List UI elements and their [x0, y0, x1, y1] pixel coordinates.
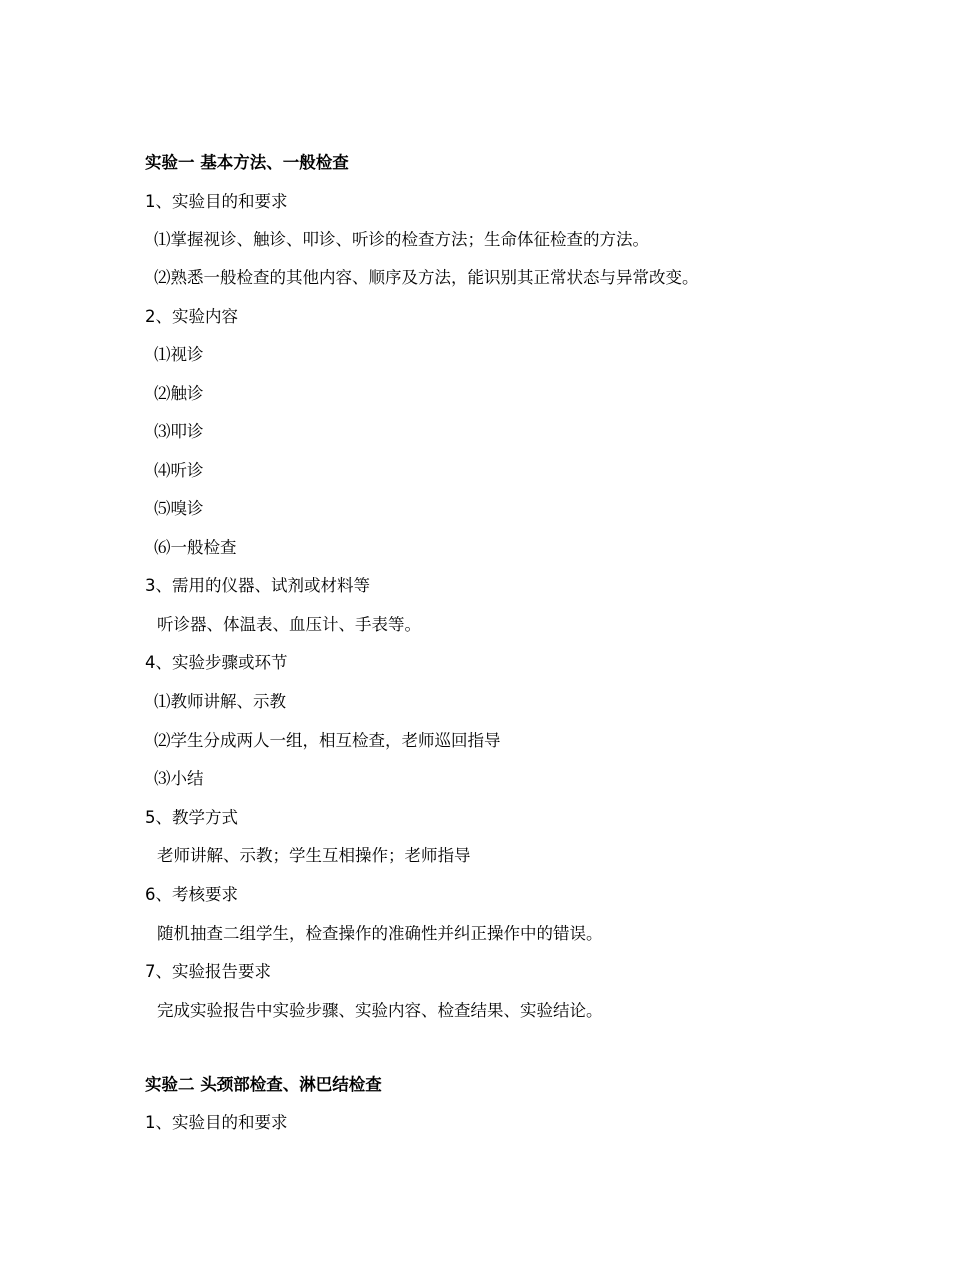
exp1-section-2-item-2: ⑵触诊	[154, 384, 204, 403]
exp1-section-2-item-4: ⑷听诊	[154, 461, 204, 480]
exp1-section-4-item-2: ⑵学生分成两人一组，相互检查，老师巡回指导	[154, 731, 501, 750]
exp1-section-2-item-3: ⑶叩诊	[154, 422, 204, 441]
exp1-section-5-text: 老师讲解、示教；学生互相操作；老师指导	[157, 846, 471, 865]
exp1-section-1-heading: 1、实验目的和要求	[145, 192, 288, 211]
exp1-section-2-item-1: ⑴视诊	[154, 345, 204, 364]
exp2-section-1-heading: 1、实验目的和要求	[145, 1113, 288, 1132]
exp1-section-5-heading: 5、教学方式	[145, 808, 238, 827]
exp1-section-1-item-2: ⑵熟悉一般检查的其他内容、顺序及方法，能识别其正常状态与异常改变。	[154, 268, 699, 287]
exp1-section-7-heading: 7、实验报告要求	[145, 962, 271, 981]
exp1-section-6-heading: 6、考核要求	[145, 885, 238, 904]
exp1-section-4-item-3: ⑶小结	[154, 769, 204, 788]
exp1-section-2-item-5: ⑸嗅诊	[154, 499, 204, 518]
exp1-section-4-item-1: ⑴教师讲解、示教	[154, 692, 286, 711]
exp1-section-2-heading: 2、实验内容	[145, 307, 238, 326]
exp1-section-2-item-6: ⑹一般检查	[154, 538, 237, 557]
exp1-section-1-item-1: ⑴掌握视诊、触诊、叩诊、听诊的检查方法；生命体征检查的方法。	[154, 230, 649, 249]
exp1-section-4-heading: 4、实验步骤或环节	[145, 653, 288, 672]
exp1-section-6-text: 随机抽查二组学生，检查操作的准确性并纠正操作中的错误。	[157, 924, 603, 943]
experiment-2-title: 实验二 头颈部检查、淋巴结检查	[145, 1075, 382, 1094]
exp1-section-3-heading: 3、需用的仪器、试剂或材料等	[145, 576, 370, 595]
exp1-section-3-text: 听诊器、体温表、血压计、手表等。	[157, 615, 421, 634]
exp1-section-7-text: 完成实验报告中实验步骤、实验内容、检查结果、实验结论。	[157, 1001, 603, 1020]
experiment-1-title: 实验一 基本方法、一般检查	[145, 153, 349, 172]
